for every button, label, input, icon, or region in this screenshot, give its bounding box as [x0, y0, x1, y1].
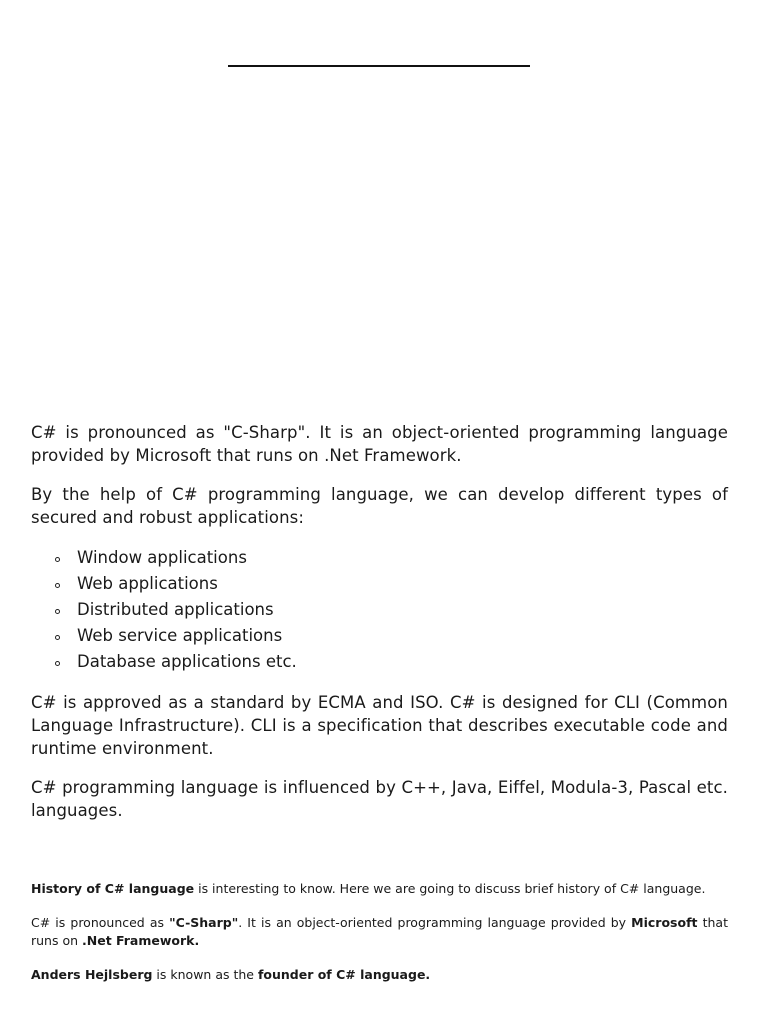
- circle-bullet-icon: [55, 609, 60, 614]
- history-heading-text: History of C# language: [31, 881, 195, 896]
- history-bold-text: founder of C# language.: [257, 967, 431, 982]
- application-types-list: [31, 545, 728, 675]
- intro-paragraph-2: By the help of C# programming language, we can develop different types of secured and robust applications:: [31, 485, 728, 527]
- history-section: [31, 880, 728, 1000]
- list-item: [31, 623, 728, 649]
- circle-bullet-icon: [55, 661, 60, 666]
- history-paragraph-2: [31, 914, 728, 950]
- list-item: [31, 545, 728, 571]
- intro-section: [31, 421, 728, 838]
- history-paragraph-1: [31, 880, 728, 898]
- history-text: that runs on: [31, 915, 728, 948]
- history-bold-text: Anders Hejlsberg: [31, 967, 153, 982]
- list-item: [31, 649, 728, 675]
- intro-paragraph-1: C# is pronounced as "C-Sharp". It is an object-oriented programming language provided by Microsoft that runs on .Net Framework.: [31, 423, 728, 465]
- history-text: C# is pronounced as: [31, 915, 170, 930]
- circle-bullet-icon: [55, 635, 60, 640]
- title-underline: [228, 65, 530, 67]
- intro-paragraph-3: C# is approved as a standard by ECMA and ISO. C# is designed for CLI (Common Language Infrastructure). CLI is a specification that describes executable code and runtime environment.: [31, 693, 728, 758]
- list-item-label: Web service applications: [77, 626, 283, 645]
- circle-bullet-icon: [55, 557, 60, 562]
- list-item-label: Distributed applications: [77, 600, 274, 619]
- list-item-label: Window applications: [77, 548, 247, 567]
- circle-bullet-icon: [55, 583, 60, 588]
- history-bold-text: "C-Sharp": [169, 915, 239, 930]
- history-text: . It is an object-oriented programming language provided by: [238, 915, 632, 930]
- list-item: [31, 597, 728, 623]
- history-text: is known as the: [152, 967, 258, 982]
- history-bold-text: Microsoft: [631, 915, 698, 930]
- list-item: [31, 571, 728, 597]
- history-bold-text: .Net Framework.: [82, 933, 200, 948]
- history-text: is interesting to know. Here we are going to discuss brief history of C# language.: [194, 881, 706, 896]
- history-paragraph-3: [31, 966, 728, 984]
- list-item-label: Database applications etc.: [77, 652, 297, 671]
- intro-paragraph-4: C# programming language is influenced by C++, Java, Eiffel, Modula-3, Pascal etc. languages.: [31, 778, 728, 820]
- list-item-label: Web applications: [77, 574, 218, 593]
